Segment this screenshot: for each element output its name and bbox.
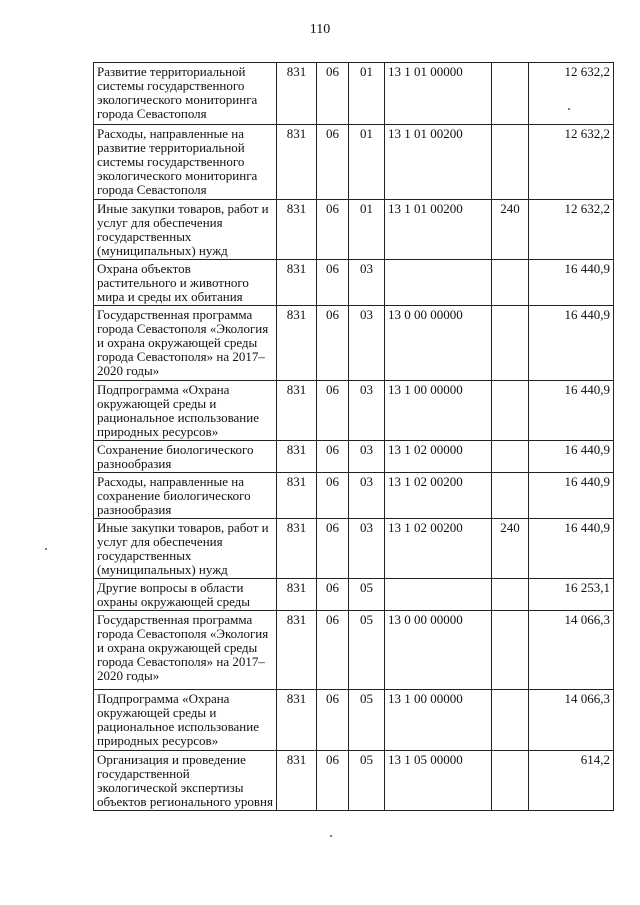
row-subsection: 03 <box>349 473 385 519</box>
row-target-article: 13 1 00 00000 <box>385 690 492 751</box>
row-grbs: 831 <box>277 579 317 611</box>
budget-table <box>93 62 614 811</box>
row-amount: 16 440,9 <box>529 441 614 473</box>
table-row <box>94 751 614 811</box>
table-row <box>94 63 614 125</box>
row-expense-type <box>492 381 529 441</box>
row-grbs: 831 <box>277 751 317 811</box>
table-row <box>94 260 614 306</box>
row-subsection: 03 <box>349 260 385 306</box>
row-name: Государственная программа города Севастополя «Экология и охрана окружающей среды города Севастополя» на 2017–2020 годы» <box>94 306 277 381</box>
row-amount: 16 440,9 <box>529 473 614 519</box>
row-target-article: 13 1 02 00200 <box>385 519 492 579</box>
row-subsection: 03 <box>349 441 385 473</box>
table-row <box>94 125 614 200</box>
table-row <box>94 381 614 441</box>
row-expense-type: 240 <box>492 200 529 260</box>
row-amount: 16 440,9 <box>529 260 614 306</box>
row-subsection: 05 <box>349 751 385 811</box>
row-name: Подпрограмма «Охрана окружающей среды и рациональное использование природных ресурсов» <box>94 690 277 751</box>
row-subsection: 03 <box>349 519 385 579</box>
row-grbs: 831 <box>277 200 317 260</box>
row-amount: 14 066,3 <box>529 690 614 751</box>
row-section: 06 <box>317 751 349 811</box>
row-amount: 12 632,2 <box>529 63 614 125</box>
row-expense-type <box>492 63 529 125</box>
row-expense-type <box>492 260 529 306</box>
row-amount: 16 440,9 <box>529 306 614 381</box>
table-row <box>94 306 614 381</box>
row-expense-type <box>492 690 529 751</box>
row-target-article: 13 0 00 00000 <box>385 306 492 381</box>
row-name: Расходы, направленные на развитие территориальной системы государственного экологического мониторинга города Севастополя <box>94 125 277 200</box>
row-section: 06 <box>317 441 349 473</box>
row-section: 06 <box>317 473 349 519</box>
row-amount: 12 632,2 <box>529 125 614 200</box>
row-expense-type <box>492 441 529 473</box>
scan-speck <box>330 835 332 837</box>
row-grbs: 831 <box>277 381 317 441</box>
row-grbs: 831 <box>277 125 317 200</box>
row-subsection: 05 <box>349 690 385 751</box>
row-target-article: 13 1 00 00000 <box>385 381 492 441</box>
page-number: 110 <box>309 22 331 37</box>
row-name: Развитие территориальной системы государственного экологического мониторинга города Севастополя <box>94 63 277 125</box>
row-amount: 16 440,9 <box>529 519 614 579</box>
row-subsection: 03 <box>349 381 385 441</box>
row-subsection: 01 <box>349 63 385 125</box>
scan-speck <box>568 108 570 110</box>
row-target-article: 13 1 02 00000 <box>385 441 492 473</box>
row-name: Государственная программа города Севастополя «Экология и охрана окружающей среды города Севастополя» на 2017–2020 годы» <box>94 611 277 690</box>
row-section: 06 <box>317 63 349 125</box>
row-expense-type <box>492 611 529 690</box>
row-target-article: 13 0 00 00000 <box>385 611 492 690</box>
row-name: Иные закупки товаров, работ и услуг для обеспечения государственных (муниципальных) нужд <box>94 200 277 260</box>
table-row <box>94 690 614 751</box>
row-expense-type <box>492 751 529 811</box>
row-grbs: 831 <box>277 441 317 473</box>
row-expense-type: 240 <box>492 519 529 579</box>
row-name: Расходы, направленные на сохранение биологического разнообразия <box>94 473 277 519</box>
row-name: Другие вопросы в области охраны окружающей среды <box>94 579 277 611</box>
row-section: 06 <box>317 125 349 200</box>
row-target-article: 13 1 01 00200 <box>385 125 492 200</box>
row-amount: 12 632,2 <box>529 200 614 260</box>
row-expense-type <box>492 473 529 519</box>
table-row <box>94 200 614 260</box>
row-section: 06 <box>317 381 349 441</box>
row-amount: 14 066,3 <box>529 611 614 690</box>
scan-speck <box>45 548 47 550</box>
table-row <box>94 611 614 690</box>
row-grbs: 831 <box>277 473 317 519</box>
row-section: 06 <box>317 306 349 381</box>
row-subsection: 05 <box>349 611 385 690</box>
row-grbs: 831 <box>277 306 317 381</box>
row-name: Иные закупки товаров, работ и услуг для обеспечения государственных (муниципальных) нужд <box>94 519 277 579</box>
row-section: 06 <box>317 690 349 751</box>
table-row <box>94 579 614 611</box>
table-row <box>94 473 614 519</box>
row-grbs: 831 <box>277 260 317 306</box>
row-grbs: 831 <box>277 519 317 579</box>
row-name: Сохранение биологического разнообразия <box>94 441 277 473</box>
row-grbs: 831 <box>277 611 317 690</box>
row-section: 06 <box>317 260 349 306</box>
row-target-article: 13 1 02 00200 <box>385 473 492 519</box>
row-target-article <box>385 579 492 611</box>
row-target-article: 13 1 01 00200 <box>385 200 492 260</box>
row-subsection: 01 <box>349 200 385 260</box>
table-row <box>94 519 614 579</box>
row-amount: 16 253,1 <box>529 579 614 611</box>
row-subsection: 05 <box>349 579 385 611</box>
row-name: Подпрограмма «Охрана окружающей среды и рациональное использование природных ресурсов» <box>94 381 277 441</box>
row-expense-type <box>492 579 529 611</box>
row-section: 06 <box>317 579 349 611</box>
row-section: 06 <box>317 611 349 690</box>
row-target-article: 13 1 01 00000 <box>385 63 492 125</box>
row-expense-type <box>492 125 529 200</box>
row-section: 06 <box>317 519 349 579</box>
row-expense-type <box>492 306 529 381</box>
table-row <box>94 441 614 473</box>
row-amount: 16 440,9 <box>529 381 614 441</box>
row-grbs: 831 <box>277 690 317 751</box>
row-subsection: 01 <box>349 125 385 200</box>
row-target-article <box>385 260 492 306</box>
row-section: 06 <box>317 200 349 260</box>
row-amount: 614,2 <box>529 751 614 811</box>
row-name: Организация и проведение государственной экологической экспертизы объектов регионального уровня <box>94 751 277 811</box>
row-target-article: 13 1 05 00000 <box>385 751 492 811</box>
row-subsection: 03 <box>349 306 385 381</box>
row-name: Охрана объектов растительного и животного мира и среды их обитания <box>94 260 277 306</box>
row-grbs: 831 <box>277 63 317 125</box>
